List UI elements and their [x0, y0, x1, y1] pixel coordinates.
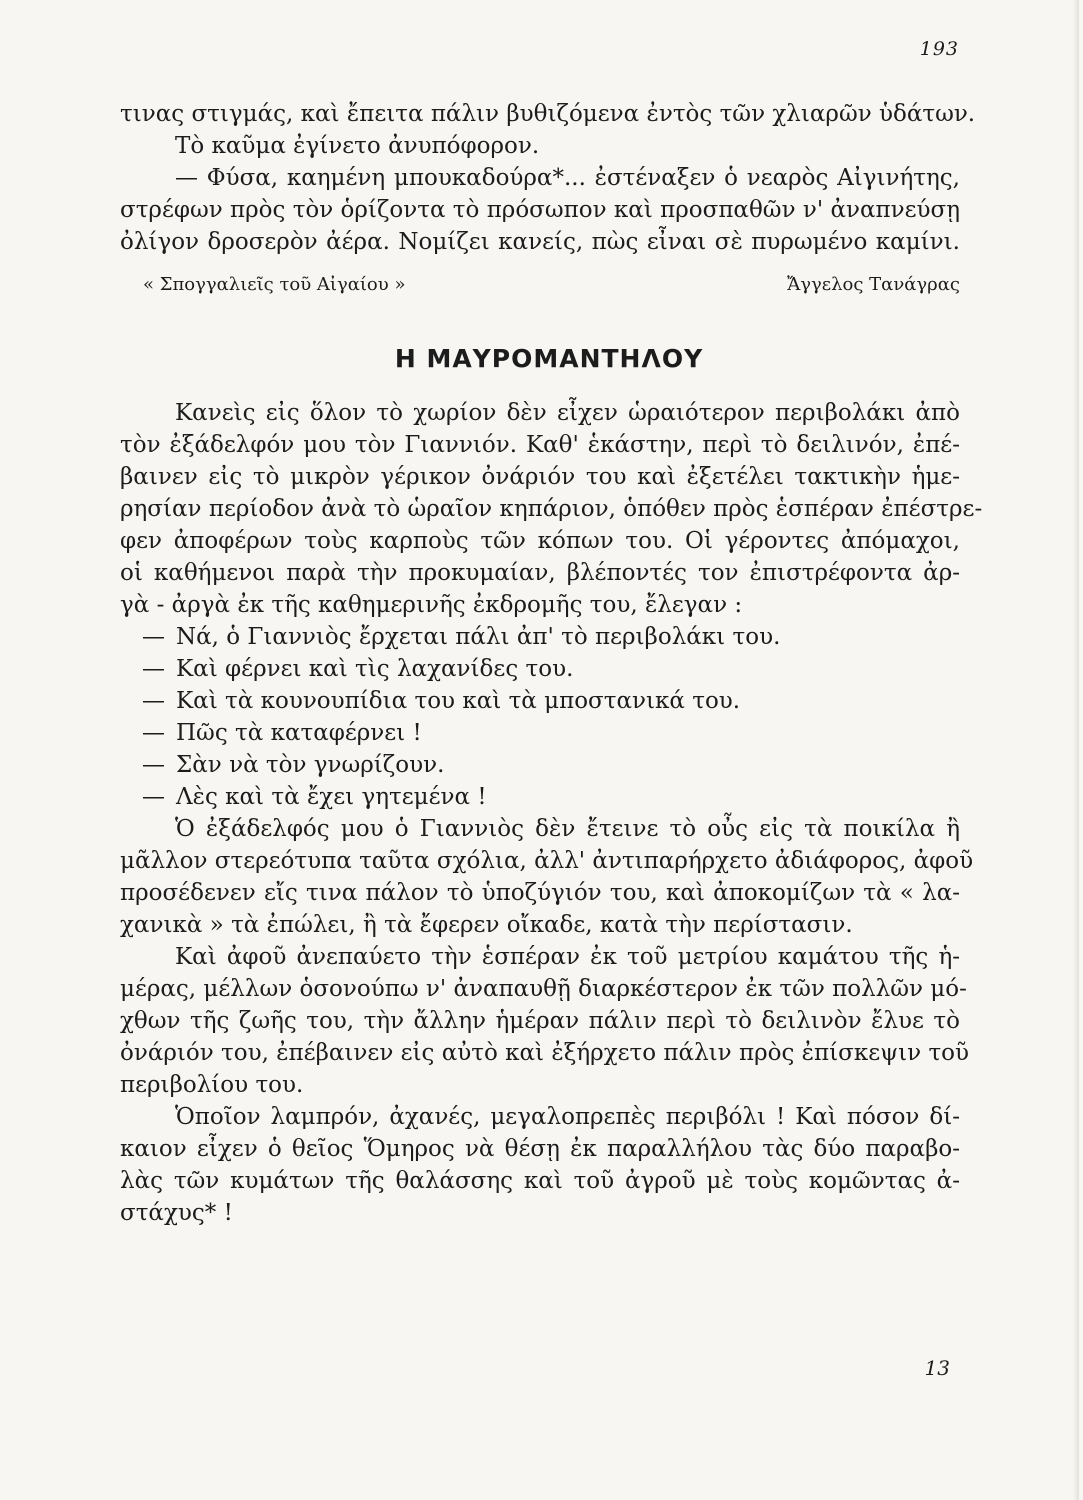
paragraph-line: τὸν ἐξάδελφόν μου τὸν Γιαννιόν. Καθ' ἑκάστην, περὶ τὸ δειλινόν, ἐπέ- [120, 432, 960, 458]
source-author: Ἄγγελος Τανάγρας [787, 274, 960, 295]
paragraph-line: χανικὰ » τὰ ἐπώλει, ἢ τὰ ἔφερεν οἴκαδε, κατὰ τὴν περίστασιν. [120, 912, 853, 938]
page-body [120, 98, 983, 1229]
intro-line: — Φύσα, καημένη μπουκαδούρα*... ἐστέναξεν ὁ νεαρὸς Αἰγινήτης, [175, 165, 960, 191]
intro-line: τινας στιγμάς, καὶ ἔπειτα πάλιν βυθιζόμενα ἐντὸς τῶν χλιαρῶν ὑδάτων. [120, 101, 976, 127]
paragraph-line: ρησίαν περίοδον ἀνὰ τὸ ὡραῖον κηπάριον, ὁπόθεν πρὸς ἑσπέραν ἐπέστρε- [120, 496, 983, 522]
source-title: « Σπογγαλιεῖς τοῦ Αἰγαίου » [143, 274, 406, 295]
story-title: Η ΜΑΥΡΟΜΑΝΤΗΛΟΥ [394, 344, 704, 373]
dialogue-line: — Σὰν νὰ τὸν γνωρίζουν. [142, 752, 445, 778]
paragraph-line: στάχυς* ! [120, 1200, 233, 1226]
intro-line: Τὸ καῦμα ἐγίνετο ἀνυπόφορον. [175, 133, 540, 159]
dialogue-line: — Καὶ τὰ κουνουπίδια του καὶ τὰ μποστανικά του. [142, 688, 741, 714]
paragraph-line: χθων τῆς ζωῆς του, τὴν ἄλλην ἡμέραν πάλιν περὶ τὸ δειλινὸν ἔλυε τὸ [120, 1008, 960, 1034]
intro-line: στρέφων πρὸς τὸν ὁρίζοντα τὸ πρόσωπον καὶ προσπαθῶν ν' ἀναπνεύσῃ [120, 197, 960, 223]
paragraph-line: μέρας, μέλλων ὁσονούπω ν' ἀναπαυθῇ διαρκέστερον ἐκ τῶν πολλῶν μό- [120, 976, 967, 1002]
paragraph-line: Κανεὶς εἰς ὅλον τὸ χωρίον δὲν εἶχεν ὡραιότερον περιβολάκι ἀπὸ [175, 400, 960, 426]
paragraph-line: λὰς τῶν κυμάτων τῆς θαλάσσης καὶ τοῦ ἀγροῦ μὲ τοὺς κομῶντας ἀ- [120, 1168, 960, 1194]
paragraph-line: φεν ἀποφέρων τοὺς καρποὺς τῶν κόπων του. Οἱ γέροντες ἀπόμαχοι, [120, 528, 960, 554]
paragraph-line: οἱ καθήμενοι παρὰ τὴν προκυμαίαν, βλέποντές τον ἐπιστρέφοντα ἀρ- [120, 560, 960, 586]
paragraph-line: ὀνάριόν του, ἐπέβαινεν εἰς αὐτὸ καὶ ἐξήρχετο πάλιν πρὸς ἐπίσκεψιν τοῦ [120, 1040, 970, 1066]
page-number: 193 [919, 38, 959, 60]
paragraph-line: Ὁ ἐξάδελφός μου ὁ Γιαννιὸς δὲν ἔτεινε τὸ οὖς εἰς τὰ ποικίλα ἢ [175, 816, 960, 842]
paragraph-line: μᾶλλον στερεότυπα ταῦτα σχόλια, ἀλλ' ἀντιπαρήρχετο ἀδιάφορος, ἀφοῦ [120, 848, 974, 874]
paragraph-line: προσέδενεν εἴς τινα πάλον τὸ ὑποζύγιόν του, καὶ ἀποκομίζων τὰ « λα- [120, 880, 960, 906]
paragraph-line: Καὶ ἀφοῦ ἀνεπαύετο τὴν ἑσπέραν ἐκ τοῦ μετρίου καμάτου τῆς ἡ- [175, 944, 960, 970]
attribution [120, 272, 960, 298]
paragraph-line: γὰ - ἀργὰ ἐκ τῆς καθημερινῆς ἐκδρομῆς του, ἔλεγαν : [120, 592, 743, 618]
intro-line: ὀλίγον δροσερὸν ἀέρα. Νομίζει κανείς, πὼς εἶναι σὲ πυρωμένο καμίνι. [120, 229, 960, 255]
page-edge [1073, 0, 1079, 1500]
dialogue-line: — Νά, ὁ Γιαννιὸς ἔρχεται πάλι ἀπ' τὸ περιβολάκι του. [142, 624, 781, 650]
paragraph-line: περιβολίου του. [120, 1072, 304, 1098]
paragraph-line: καιον εἶχεν ὁ θεῖος Ὅμηρος νὰ θέσῃ ἐκ παραλλήλου τὰς δύο παραβο- [120, 1136, 960, 1162]
paragraph-line: Ὁποῖον λαμπρόν, ἀχανές, μεγαλοπρεπὲς περιβόλι ! Καὶ πόσον δί- [175, 1104, 960, 1130]
dialogue-line: — Πῶς τὰ καταφέρνει ! [142, 720, 422, 746]
signature-number: 13 [924, 1356, 950, 1380]
dialogue-line: — Λὲς καὶ τὰ ἔχει γητεμένα ! [142, 784, 487, 810]
paragraph-line: βαινεν εἰς τὸ μικρὸν γέρικον ὀνάριόν του καὶ ἐξετέλει τακτικὴν ἡμε- [120, 464, 960, 490]
dialogue-line: — Καὶ φέρνει καὶ τὶς λαχανίδες του. [142, 656, 574, 682]
